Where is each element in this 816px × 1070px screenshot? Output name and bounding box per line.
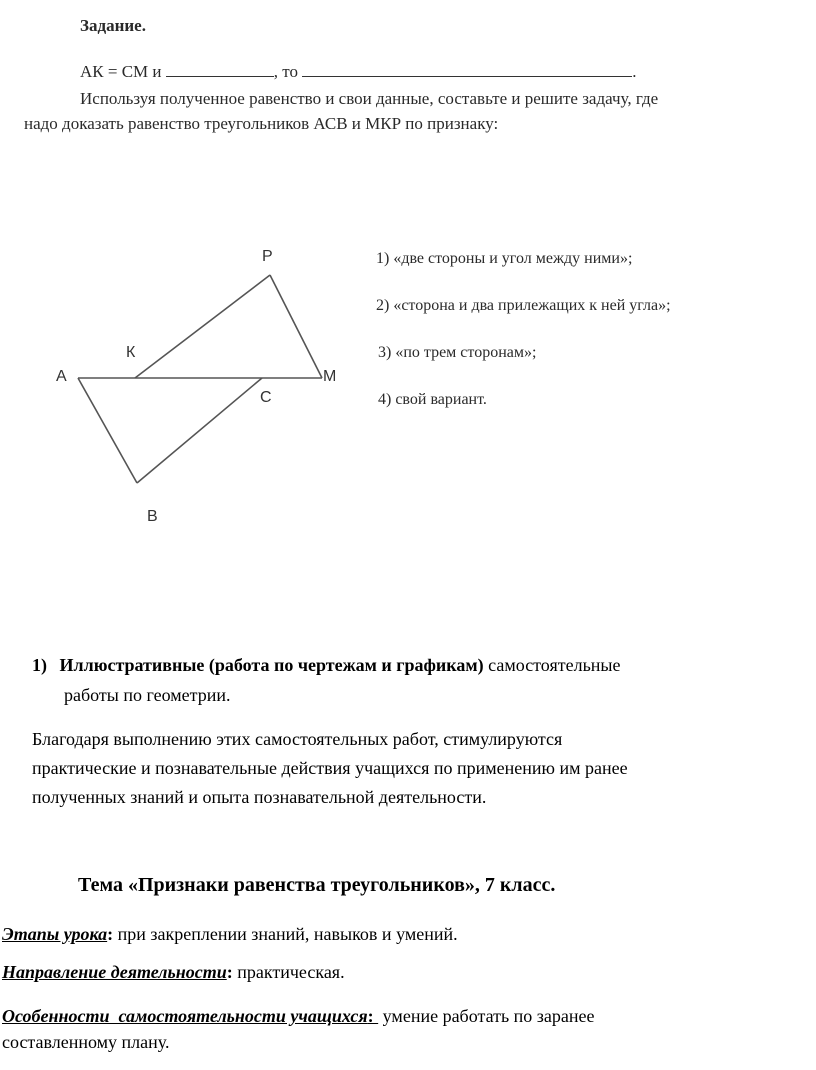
section-title-rest: самостоятельные	[483, 655, 621, 675]
option-3: 3) «по трем сторонам»;	[378, 344, 537, 361]
label-c: С	[260, 389, 272, 406]
features-colon: :	[367, 1006, 379, 1026]
features-label: Особенности самостоятельности учащихся	[2, 1006, 368, 1026]
stages-text: при закреплении знаний, навыков и умений.	[113, 924, 458, 944]
answer-blank-1	[166, 62, 274, 77]
features-line-2: составленному плану.	[2, 1032, 170, 1052]
student-features	[2, 1002, 595, 1031]
task-line-1-end: .	[632, 62, 637, 81]
paragraph-line-2: практические и познавательные действия учащихся по применению им ранее	[32, 758, 628, 778]
lesson-stages	[2, 920, 458, 949]
task-line-1-start: АК = СМ и	[80, 62, 162, 81]
paragraph-line-1: Благодаря выполнению этих самостоятельных работ, стимулируются	[32, 729, 563, 749]
triangle-figure	[40, 235, 340, 535]
label-p: Р	[262, 248, 273, 265]
activity-direction	[2, 958, 345, 987]
direction-colon: :	[226, 962, 233, 982]
section-line-2: работы по геометрии.	[64, 685, 231, 705]
label-k: К	[126, 344, 136, 361]
section-bold-title: Иллюстративные (работа по чертежам и графикам)	[59, 655, 484, 675]
segment-bc	[137, 378, 262, 483]
label-a: А	[56, 368, 67, 385]
option-2: 2) «сторона и два прилежащих к ней угла»;	[376, 297, 671, 314]
label-m: М	[323, 368, 337, 385]
stages-label: Этапы урока	[2, 924, 108, 944]
task-line-3: надо доказать равенство треугольников АСВ и МКР по признаку:	[24, 114, 499, 133]
task-line-1-mid: , то	[273, 62, 298, 81]
option-4: 4) свой вариант.	[378, 391, 487, 408]
direction-text: практическая.	[232, 962, 345, 982]
direction-label: Направление деятельности	[2, 962, 227, 982]
task-line-2: Используя полученное равенство и свои данные, составьте и решите задачу, где	[80, 89, 659, 108]
segment-kp	[135, 275, 270, 378]
task-title: Задание.	[80, 16, 146, 35]
segment-pm	[270, 275, 322, 378]
task-line-1	[80, 62, 636, 82]
option-1: 1) «две стороны и угол между ними»;	[376, 250, 633, 267]
topic-heading: Тема «Признаки равенства треугольников», 7 класс.	[78, 874, 556, 896]
answer-blank-2	[302, 62, 632, 77]
paragraph-line-3: полученных знаний и опыта познавательной деятельности.	[32, 787, 487, 807]
segment-ab	[78, 378, 137, 483]
features-text: умение работать по заранее	[378, 1006, 595, 1026]
label-b: В	[147, 508, 158, 525]
section-heading	[32, 651, 621, 680]
section-number: 1)	[32, 655, 47, 675]
stages-colon: :	[107, 924, 114, 944]
